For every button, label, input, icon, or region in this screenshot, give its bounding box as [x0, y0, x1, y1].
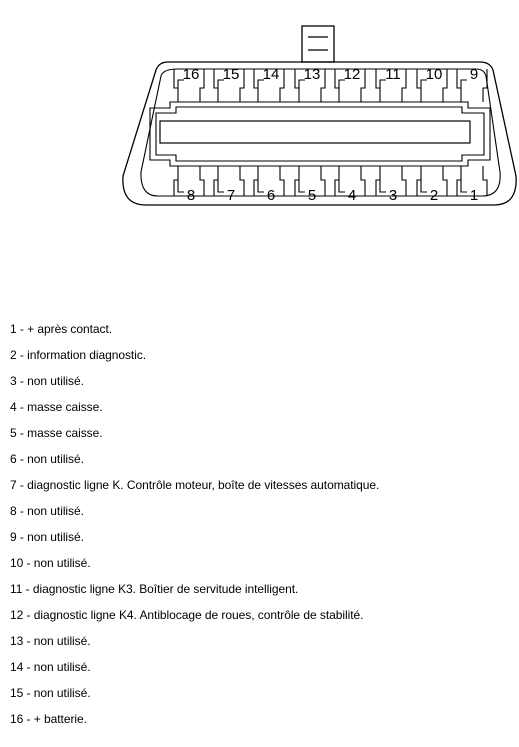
bottom-pin-row	[174, 166, 487, 204]
bottom-pin-contact	[299, 180, 305, 192]
bottom-pin-contact	[258, 180, 264, 192]
pin-description: 1 - + après contact.	[10, 322, 113, 336]
pin-description-list	[10, 320, 379, 736]
pin-description: 8 - non utilisé.	[10, 504, 84, 518]
bottom-pin-label: 5	[307, 187, 317, 204]
pin-description: 4 - masse caisse.	[10, 400, 103, 414]
connector-locking-tab	[302, 26, 334, 62]
top-pin-row	[174, 66, 487, 102]
top-pin-label: 13	[303, 66, 321, 83]
pin-description: 14 - non utilisé.	[10, 660, 91, 674]
obd-connector-diagram	[0, 0, 519, 230]
connector-socket-frame	[150, 102, 490, 166]
pin-description: 12 - diagnostic ligne K4. Antiblocage de roues, contrôle de stabilité.	[10, 608, 364, 622]
top-pin-label: 11	[385, 66, 401, 83]
pin-description: 7 - diagnostic ligne K. Contrôle moteur, boîte de vitesses automatique.	[10, 478, 380, 492]
bottom-pin-label: 6	[266, 187, 276, 204]
pin-description: 10 - non utilisé.	[10, 556, 91, 570]
bottom-pin-contact	[218, 180, 224, 192]
bottom-pin-label: 1	[469, 187, 479, 204]
top-pin-label: 16	[182, 66, 200, 83]
pin-description: 3 - non utilisé.	[10, 374, 84, 388]
connector-socket-frame-inner	[156, 107, 484, 161]
top-pin-contact	[461, 80, 467, 88]
top-pin-label: 12	[343, 66, 361, 83]
pin-description: 6 - non utilisé.	[10, 452, 84, 466]
bottom-pin-contact	[421, 180, 427, 192]
connector-center-slot	[160, 121, 470, 143]
top-pin-label: 14	[262, 66, 280, 83]
bottom-pin-label: 8	[186, 187, 196, 204]
bottom-pin-contact	[461, 180, 467, 192]
bottom-pin-contact	[178, 180, 184, 192]
pin-description: 9 - non utilisé.	[10, 530, 84, 544]
pin-description: 11 - diagnostic ligne K3. Boîtier de servitude intelligent.	[10, 582, 299, 596]
pin-description: 5 - masse caisse.	[10, 426, 103, 440]
bottom-pin-label: 3	[388, 187, 398, 204]
pin-description: 13 - non utilisé.	[10, 634, 91, 648]
pin-description: 2 - information diagnostic.	[10, 348, 147, 362]
top-pin-label: 9	[469, 66, 479, 83]
bottom-pin-label: 7	[226, 187, 236, 204]
bottom-pin-contact	[339, 180, 345, 192]
pin-description: 16 - + batterie.	[10, 712, 87, 726]
top-pin-label: 10	[425, 66, 443, 83]
pin-description: 15 - non utilisé.	[10, 686, 91, 700]
bottom-pin-label: 4	[347, 187, 357, 204]
bottom-pin-contact	[380, 180, 386, 192]
bottom-pin-label: 2	[429, 187, 439, 204]
top-pin-label: 15	[222, 66, 240, 83]
